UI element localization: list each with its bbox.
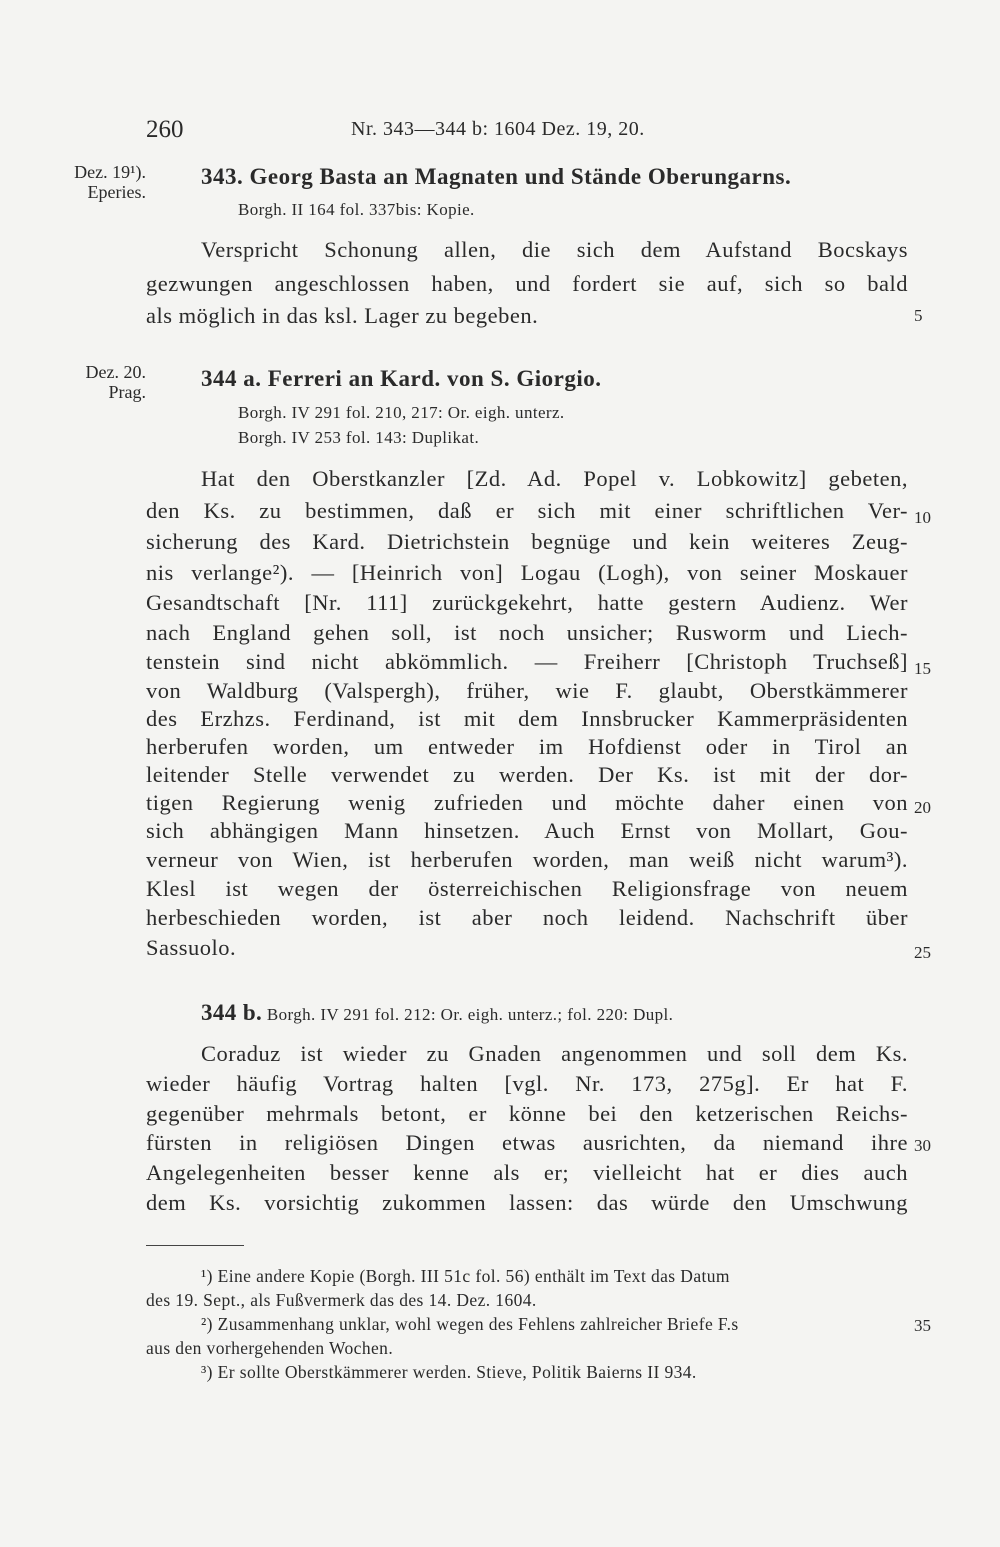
entry-344b-source: Borgh. IV 291 fol. 212: Or. eigh. unterz.; fol. 220: Dupl. <box>266 1005 674 1024</box>
running-head: Nr. 343—344 b: 1604 Dez. 19, 20. <box>351 118 645 140</box>
entry-344b-heading <box>201 1000 673 1026</box>
entry-343-line: gezwungen angeschlossen haben, und fordert sie auf, sich so bald <box>146 271 908 296</box>
entry-344a-heading <box>201 366 601 392</box>
entry-344b-number: 344 b. <box>201 1000 263 1025</box>
line-number: 30 <box>914 1136 931 1155</box>
line-number: 5 <box>914 306 923 325</box>
entry-343-title: Georg Basta an Magnaten und Stände Oberungarns. <box>249 164 792 189</box>
entry-344b-line: gegenüber mehrmals betont, er könne bei den ketzerischen Reichs- <box>146 1101 908 1126</box>
entry-344b-line: wieder häufig Vortrag halten [vgl. Nr. 173, 275g]. Er hat F. <box>146 1071 908 1096</box>
entry-343-number: 343. <box>201 164 244 189</box>
line-number: 15 <box>914 659 931 678</box>
line-number: 10 <box>914 508 931 527</box>
entry-344a-line: Hat den Oberstkanzler [Zd. Ad. Popel v. Lobkowitz] gebeten, <box>201 466 908 491</box>
entry-344b-line: fürsten in religiösen Dingen etwas ausrichten, da niemand ihre <box>146 1130 908 1155</box>
entry-344a-line: den Ks. zu bestimmen, daß er sich mit einer schriftlichen Ver- <box>146 498 908 523</box>
entry-344a-line: leitender Stelle verwendet zu werden. Der Ks. ist mit der dor- <box>146 762 908 787</box>
entry-344a-line: tenstein sind nicht abkömmlich. — Freiherr [Christoph Truchseß] <box>146 649 908 674</box>
footnote-line: ²) Zusammenhang unklar, wohl wegen des Fehlens zahlreicher Briefe F.s <box>201 1314 739 1334</box>
entry-344a-source-2: Borgh. IV 253 fol. 143: Duplikat. <box>238 428 480 447</box>
margin-date-343: Dez. 19¹). Eperies. <box>74 162 146 202</box>
footnote-line: ³) Er sollte Oberstkämmerer werden. Stieve, Politik Baierns II 934. <box>201 1362 697 1382</box>
entry-343-line: als möglich in das ksl. Lager zu begeben. <box>146 303 539 328</box>
footnote-rule <box>146 1245 244 1246</box>
entry-344a-number: 344 a. <box>201 366 262 391</box>
entry-344a-line: von Waldburg (Valspergh), früher, wie F. glaubt, Oberstkämmerer <box>146 678 908 703</box>
entry-344a-line: Sassuolo. <box>146 935 237 960</box>
entry-344a-line: Klesl ist wegen der österreichischen Religionsfrage von neuem <box>146 876 908 901</box>
entry-344a-line: verneur von Wien, ist herberufen worden, man weiß nicht warum³). <box>146 847 908 872</box>
entry-344a-line: des Erzhzs. Ferdinand, ist mit dem Innsbrucker Kammerpräsidenten <box>146 706 908 731</box>
entry-344a-line: herbeschieden worden, ist aber noch leidend. Nachschrift über <box>146 905 908 930</box>
entry-343-source: Borgh. II 164 fol. 337bis: Kopie. <box>238 200 475 219</box>
entry-344a-line: sich abhängigen Mann hinsetzen. Auch Ernst von Mollart, Gou- <box>146 818 908 843</box>
entry-344b-line: Angelegenheiten besser kenne als er; vielleicht hat er dies auch <box>146 1160 908 1185</box>
footnote-line: ¹) Eine andere Kopie (Borgh. III 51c fol. 56) enthält im Text das Datum <box>201 1266 730 1286</box>
footnote-line: des 19. Sept., als Fußvermerk das des 14. Dez. 1604. <box>146 1290 537 1310</box>
line-number: 35 <box>914 1316 931 1335</box>
entry-344a-line: nis verlange²). — [Heinrich von] Logau (Logh), von seiner Moskauer <box>146 560 908 585</box>
entry-344a-title: Ferreri an Kard. von S. Giorgio. <box>267 366 602 391</box>
entry-344a-source-1: Borgh. IV 291 fol. 210, 217: Or. eigh. unterz. <box>238 403 565 422</box>
entry-344b-line: Coraduz ist wieder zu Gnaden angenommen und soll dem Ks. <box>201 1041 908 1066</box>
entry-344a-line: nach England gehen soll, ist noch unsicher; Rusworm und Liech- <box>146 620 908 645</box>
entry-344a-line: tigen Regierung wenig zufrieden und möchte daher einen von <box>146 790 908 815</box>
page-number: 260 <box>146 116 184 143</box>
entry-344b-line: dem Ks. vorsichtig zukommen lassen: das würde den Umschwung <box>146 1190 908 1215</box>
line-number: 25 <box>914 943 931 962</box>
entry-343-line: Verspricht Schonung allen, die sich dem Aufstand Bocskays <box>201 237 908 262</box>
footnote-line: aus den vorhergehenden Wochen. <box>146 1338 394 1358</box>
line-number: 20 <box>914 798 931 817</box>
entry-344a-line: Gesandtschaft [Nr. 111] zurückgekehrt, hatte gestern Audienz. Wer <box>146 590 908 615</box>
entry-344a-line: herberufen worden, um entweder im Hofdienst oder in Tirol an <box>146 734 908 759</box>
entry-344a-line: sicherung des Kard. Dietrichstein begnüge und kein weiteres Zeug- <box>146 529 908 554</box>
margin-date-344a: Dez. 20. Prag. <box>85 362 146 402</box>
entry-343-heading <box>201 164 791 190</box>
